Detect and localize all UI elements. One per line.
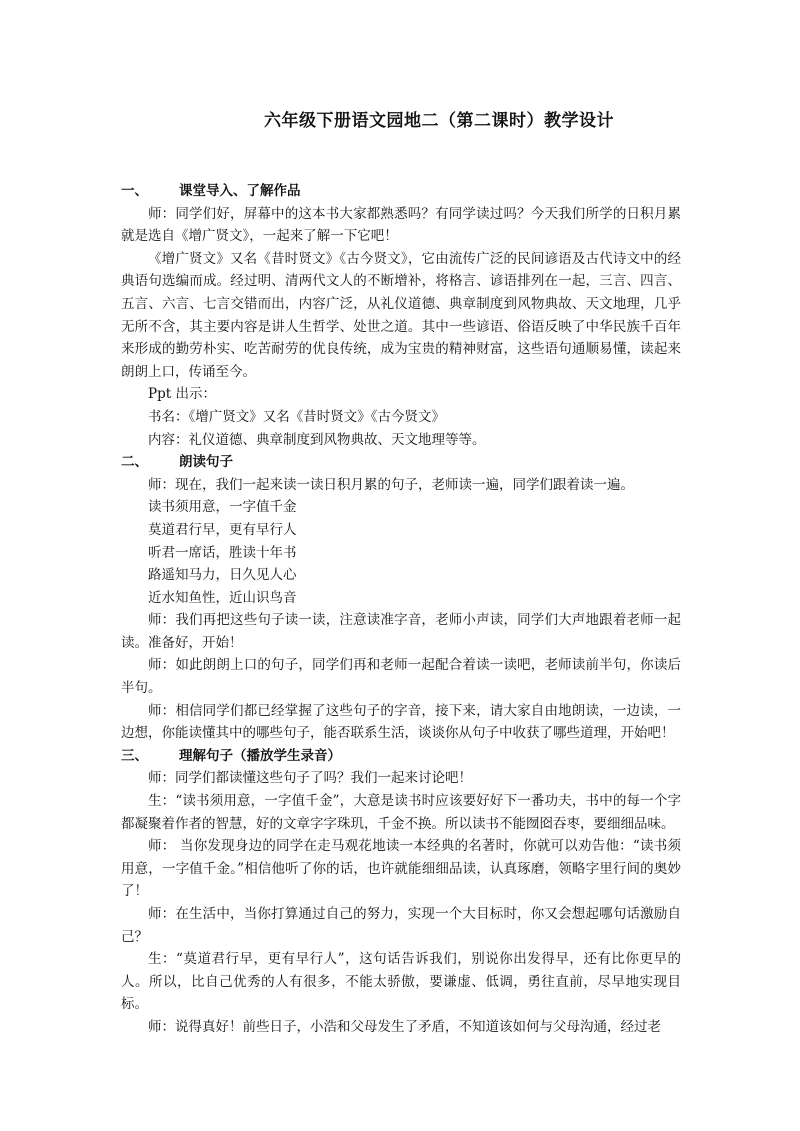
paragraph: 师：在生活中，当你打算通过自己的努力，实现一个大目标时，你又会想起哪句话激励自己？ (121, 906, 681, 945)
paragraph: 生：“莫道君行早，更有早行人”，这句话告诉我们，别说你出发得早，还有比你更早的人。所以，比自己优秀的人有很多，不能太骄傲，要谦虚、低调，勇往直前，尽早地实现目标。 (121, 951, 681, 1013)
section-number: 三、 (121, 747, 148, 764)
paragraph: 书名：《增广贤文》又名《昔时贤文》《古今贤文》 (148, 408, 445, 425)
paragraph: 师： 当你发现身边的同学在走马观花地读一本经典的名著时，你就可以劝告他：“读书须用意，一字值千金。”相信他听了你的话，也许就能细细品读，认真琢磨，领略字里行间的奥妙了！ (121, 838, 681, 900)
section-heading (121, 745, 681, 768)
paragraph: 师：说得真好！前些日子，小浩和父母发生了矛盾，不知道该如何与父母沟通，经过老 (148, 1018, 661, 1035)
paragraph: 《增广贤文》又名《昔时贤文》《古今贤文》，它由流传广泛的民间谚语及古代诗文中的经典语句选编而成。经过明、清两代文人的不断增补，将格言、谚语排列在一起，三言、四言、五言、六言、七言交错而出，内容广泛，从礼仪道德、典章制度到风物典故、天文地理，几乎无所不含，其主要内容是讲人生哲学、处世之道。其中一些谚语、俗语反映了中华民族千百年来形成的勤劳朴实、吃苦耐劳的优良传统，成为宝贵的精神财富，这些语句通顺易懂，读起来朗朗上口，传诵至今。 (121, 250, 681, 380)
proverb-line: 近水知鱼性，近山识鸟音 (148, 589, 297, 606)
paragraph: 内容：礼仪道德、典章制度到风物典故、天文地理等等。 (148, 431, 486, 448)
document-title: 六年级下册语文园地二（第二课时）教学设计 (264, 111, 614, 131)
proverb-line: 路遥知马力，日久见人心 (148, 567, 297, 584)
section-title: 课堂导入、了解作品 (179, 183, 301, 199)
document-body (121, 180, 681, 1039)
section-heading (121, 180, 681, 203)
paragraph: Ppt 出示： (148, 386, 216, 403)
paragraph: 生：“读书须用意，一字值千金”，大意是读书时应该要好好下一番功夫，书中的每一个字都凝聚着作者的智慧，好的文章字字珠玑，千金不换。所以读书不能囫囵吞枣，要细细品味。 (121, 793, 681, 832)
section-number: 一、 (121, 183, 148, 199)
paragraph: 师：同学们都读懂这些句子了吗？我们一起来讨论吧！ (148, 770, 472, 787)
paragraph: 师：同学们好，屏幕中的这本书大家都熟悉吗？有同学读过吗？今天我们所学的日积月累就是选自《增广贤文》，一起来了解一下它吧！ (121, 205, 681, 245)
proverb-line: 听君一席话，胜读十年书 (148, 544, 297, 561)
section-heading (121, 451, 681, 474)
paragraph: 师：我们再把这些句子读一读，注意读准字音，老师小声读，同学们大声地跟着老师一起读。准备好，开始！ (121, 612, 681, 651)
paragraph: 师：相信同学们都已经掌握了这些句子的字音，接下来，请大家自由地朗读，一边读，一边想，你能读懂其中的哪些句子，能否联系生活，谈谈你从句子中收获了哪些道理，开始吧！ (121, 702, 681, 742)
paragraph: 师：如此朗朗上口的句子，同学们再和老师一起配合着读一读吧，老师读前半句，你读后半句。 (121, 657, 681, 697)
section-title: 朗读句子 (179, 454, 233, 471)
section-title: 理解句子（播放学生录音） (179, 747, 341, 764)
proverb-line: 读书须用意，一字值千金 (148, 499, 297, 516)
paragraph: 师：现在，我们一起来读一读日积月累的句子，老师读一遍，同学们跟着读一遍。 (148, 476, 634, 493)
section-number: 二、 (121, 454, 148, 471)
proverb-line: 莫道君行早，更有早行人 (148, 521, 297, 538)
